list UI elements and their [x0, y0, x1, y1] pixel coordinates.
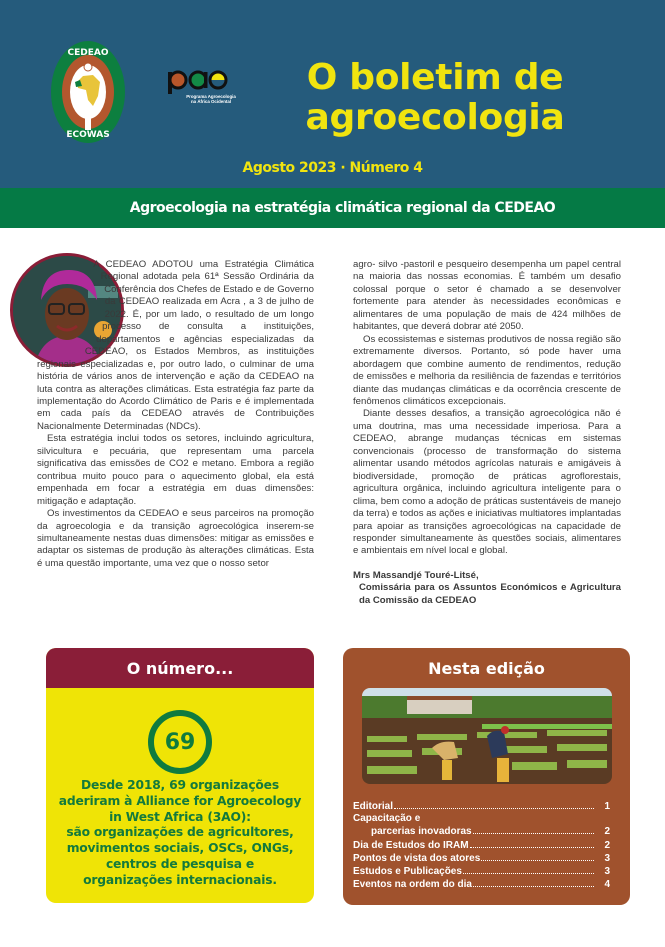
- masthead: [0, 0, 665, 188]
- signature-name: Mrs Massandjé Touré-Litsé,: [353, 569, 479, 581]
- toc-item[interactable]: Editorial 1: [353, 801, 610, 812]
- article-title-band: [0, 188, 665, 228]
- newsletter-title: O boletim de agroecologia: [305, 57, 565, 138]
- article-paragraph: A CEDEAO ADOTOU uma Estratégia Climática Regional adotada pela 61ª Sessão Ordinária da Conferência dos Chefes de Estado e de Governo da CEDEAO realizada em Acra , a 3 de julho de 2022. É, por um lado, o resultado de um longo processo de consulta a instituições, departamentos e agências especializadas da CEDEAO, os Estados Membros, as instituições regionais especializadas e, por outro lado, o culminar de uma história de vários anos de intervenção e ação da CEDEAO na luta contra as alterações climáticas. Esta estratégia faz parte da implementação do Acordo Climático de Paris e é implementada em cada país da CEDEAO através de Contribuições Nacionalmente Determinadas (NDCs).: [37, 259, 314, 432]
- article-paragraph: Diante desses desafios, a transição agroecológica não é uma doutrina, mas uma necessidade imperiosa. Para a CEDEAO, abrange mudanças técnicas em sistemas convencionais (processo de transformação do sistema alimentar usando métodos agrícolas naturais e amigáveis à biodiversidade, promoção de práticas agroflorestais, agricultura orgânica, incluindo agricultura inteligente para o clima, bem como a adoção de práticas sustentáveis de manejo da terra) e todos as ações e iniciativas multiatores implantadas para apoiar as transições agroecológicas na capacidade de responder simultaneamente às questões sociais, alimentares e ambientais em nível local e global.: [353, 408, 621, 557]
- toc-item[interactable]: Dia de Estudos do IRAM 2: [353, 839, 610, 851]
- pae-logo: [166, 66, 246, 110]
- pae-wordmark-icon: [166, 66, 230, 94]
- ecowas-logo-icon: [50, 40, 126, 144]
- pae-subtitle: Programa Agroecologia na África Ocidental: [186, 94, 236, 104]
- article-title: Agroecologia na estratégia climática regional da CEDEAO: [129, 200, 556, 216]
- number-circle: 69: [148, 710, 212, 774]
- number-box-header: O número...: [46, 648, 314, 688]
- svg-text:ECOWAS: ECOWAS: [66, 130, 110, 140]
- toc-item[interactable]: Eventos na ordem do dia 4: [353, 879, 610, 891]
- toc-item[interactable]: Estudos e Publicações 3: [353, 866, 610, 878]
- number-box: [46, 648, 314, 903]
- article-column-right: [353, 259, 621, 607]
- issue-date: Agosto 2023 · Número 4: [242, 160, 423, 176]
- article-paragraph: Os ecossistemas e sistemas produtivos de nossa região são extremamente diversos. Portanto, só pode haver uma abordagem que combine aumento de rendimentos, redução de emissões e melhoria da resiliência de fazendas e territórios diante das mudanças climáticas e da ocorrência crescente de fenômenos climáticos excepcionais.: [353, 333, 621, 407]
- article-column-left: [37, 259, 314, 570]
- article-paragraph: Esta estratégia inclui todos os setores, incluindo agricultura, silvicultura e pecuária, que representam uma parcela significativa das emissões de CO2 e metano. Embora a região contribua muito pouco para o aquecimento global, ela está empenhada em focar a estratégia em duas dimensões: mitigação e adaptação.: [37, 433, 314, 507]
- svg-text:CEDEAO: CEDEAO: [67, 48, 109, 58]
- table-of-contents: [353, 800, 610, 891]
- signature-role: Comissária para os Assuntos Económicos e Agricultura da Comissão da CEDEAO: [359, 582, 621, 606]
- farm-photo-image-icon: [362, 688, 612, 784]
- in-this-issue-box: [343, 648, 630, 905]
- farm-field-photo: [362, 688, 612, 784]
- toc-item[interactable]: Pontos de vista dos atores 3: [353, 852, 610, 864]
- article-paragraph: Os investimentos da CEDEAO e seus parceiros na promoção da agroecologia e da transição agroecológica inserem-se simultaneamente nestas duas dimensões: mitigar as emissões e adaptar os sistemas de produção às alterações climáticas. Esta é uma questão importante, uma vez que o nosso setor: [37, 508, 314, 569]
- toc-item[interactable]: parcerias inovadoras 2: [371, 826, 610, 838]
- number-description: Desde 2018, 69 organizações aderiram à Alliance for Agroecology in West Africa (3AO): são organizações de agricultores, movimentos sociais, OSCs, ONGs, centros de pesquisa e organizações internacionais.: [58, 778, 302, 887]
- in-this-issue-header: Nesta edição: [428, 658, 545, 678]
- signature: [353, 570, 621, 608]
- article-paragraph: agro- silvo -pastoril e pesqueiro desempenha um papel central na maioria das nossas economias. É também um desafio colossal porque o setor é chamado a se desenvolver fortemente para atender às necessidades econômicas e alimentares de uma população de mais de 424 milhões de habitantes, que deverá dobrar até 2050.: [353, 259, 621, 333]
- toc-item[interactable]: Capacitação e: [353, 813, 421, 825]
